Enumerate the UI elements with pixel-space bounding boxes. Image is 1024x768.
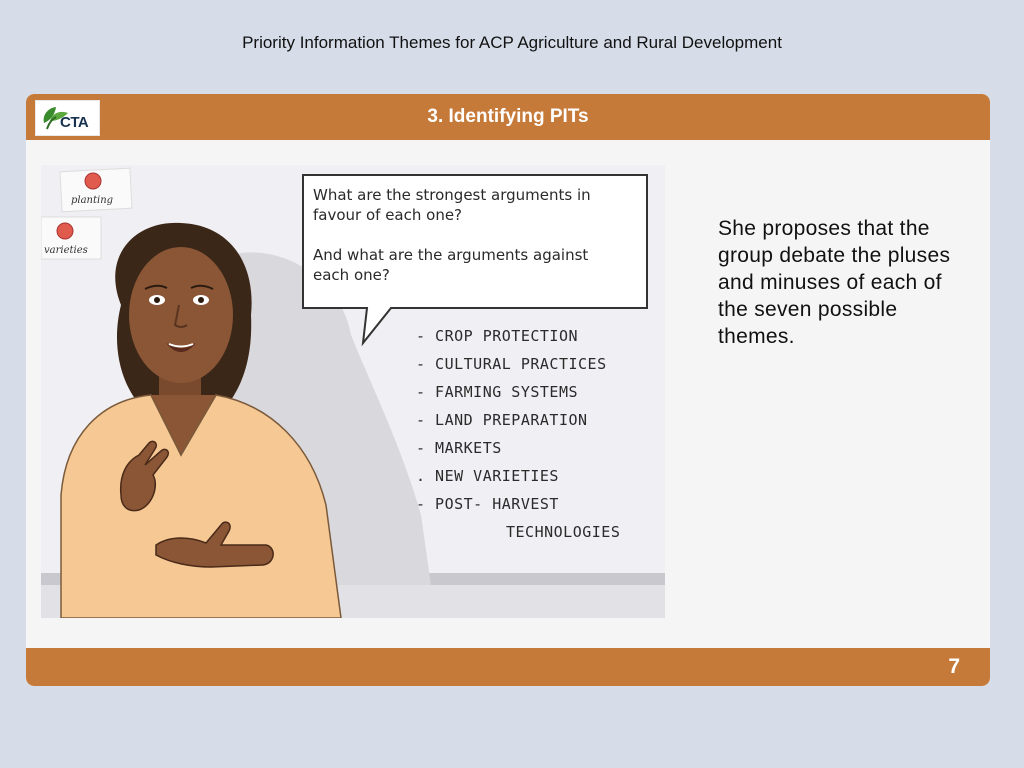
theme-item: - FARMING SYSTEMS bbox=[416, 383, 579, 401]
sticky-note-varieties bbox=[41, 217, 101, 259]
speech-line: And what are the arguments against bbox=[313, 246, 589, 264]
theme-item: . NEW VARIETIES bbox=[416, 467, 559, 485]
slide-body-text: She proposes that the group debate the pluses and minuses of each of the seven possible themes. bbox=[718, 217, 951, 348]
theme-item: - CROP PROTECTION bbox=[416, 327, 579, 345]
title-bar bbox=[26, 94, 990, 140]
theme-item: TECHNOLOGIES bbox=[506, 523, 621, 541]
footer-bar bbox=[26, 648, 990, 686]
speech-line: each one? bbox=[313, 266, 390, 284]
speech-line: favour of each one? bbox=[313, 206, 463, 224]
illustration bbox=[41, 165, 665, 618]
sticky-note-planting bbox=[60, 168, 132, 212]
slide-title: 3. Identifying PITs bbox=[427, 106, 589, 127]
presentation-caption: Priority Information Themes for ACP Agriculture and Rural Development bbox=[242, 33, 782, 52]
theme-item: - POST- HARVEST bbox=[416, 495, 559, 513]
theme-item: - CULTURAL PRACTICES bbox=[416, 355, 607, 373]
logo-text: CTA bbox=[60, 114, 89, 131]
sticky-note-label: varieties bbox=[44, 245, 88, 256]
page-number: 7 bbox=[948, 655, 960, 678]
slide bbox=[26, 94, 990, 686]
theme-item: - MARKETS bbox=[416, 439, 502, 457]
theme-item: - LAND PREPARATION bbox=[416, 411, 588, 429]
speech-line: What are the strongest arguments in bbox=[313, 186, 591, 204]
sticky-note-label: planting bbox=[71, 195, 114, 206]
